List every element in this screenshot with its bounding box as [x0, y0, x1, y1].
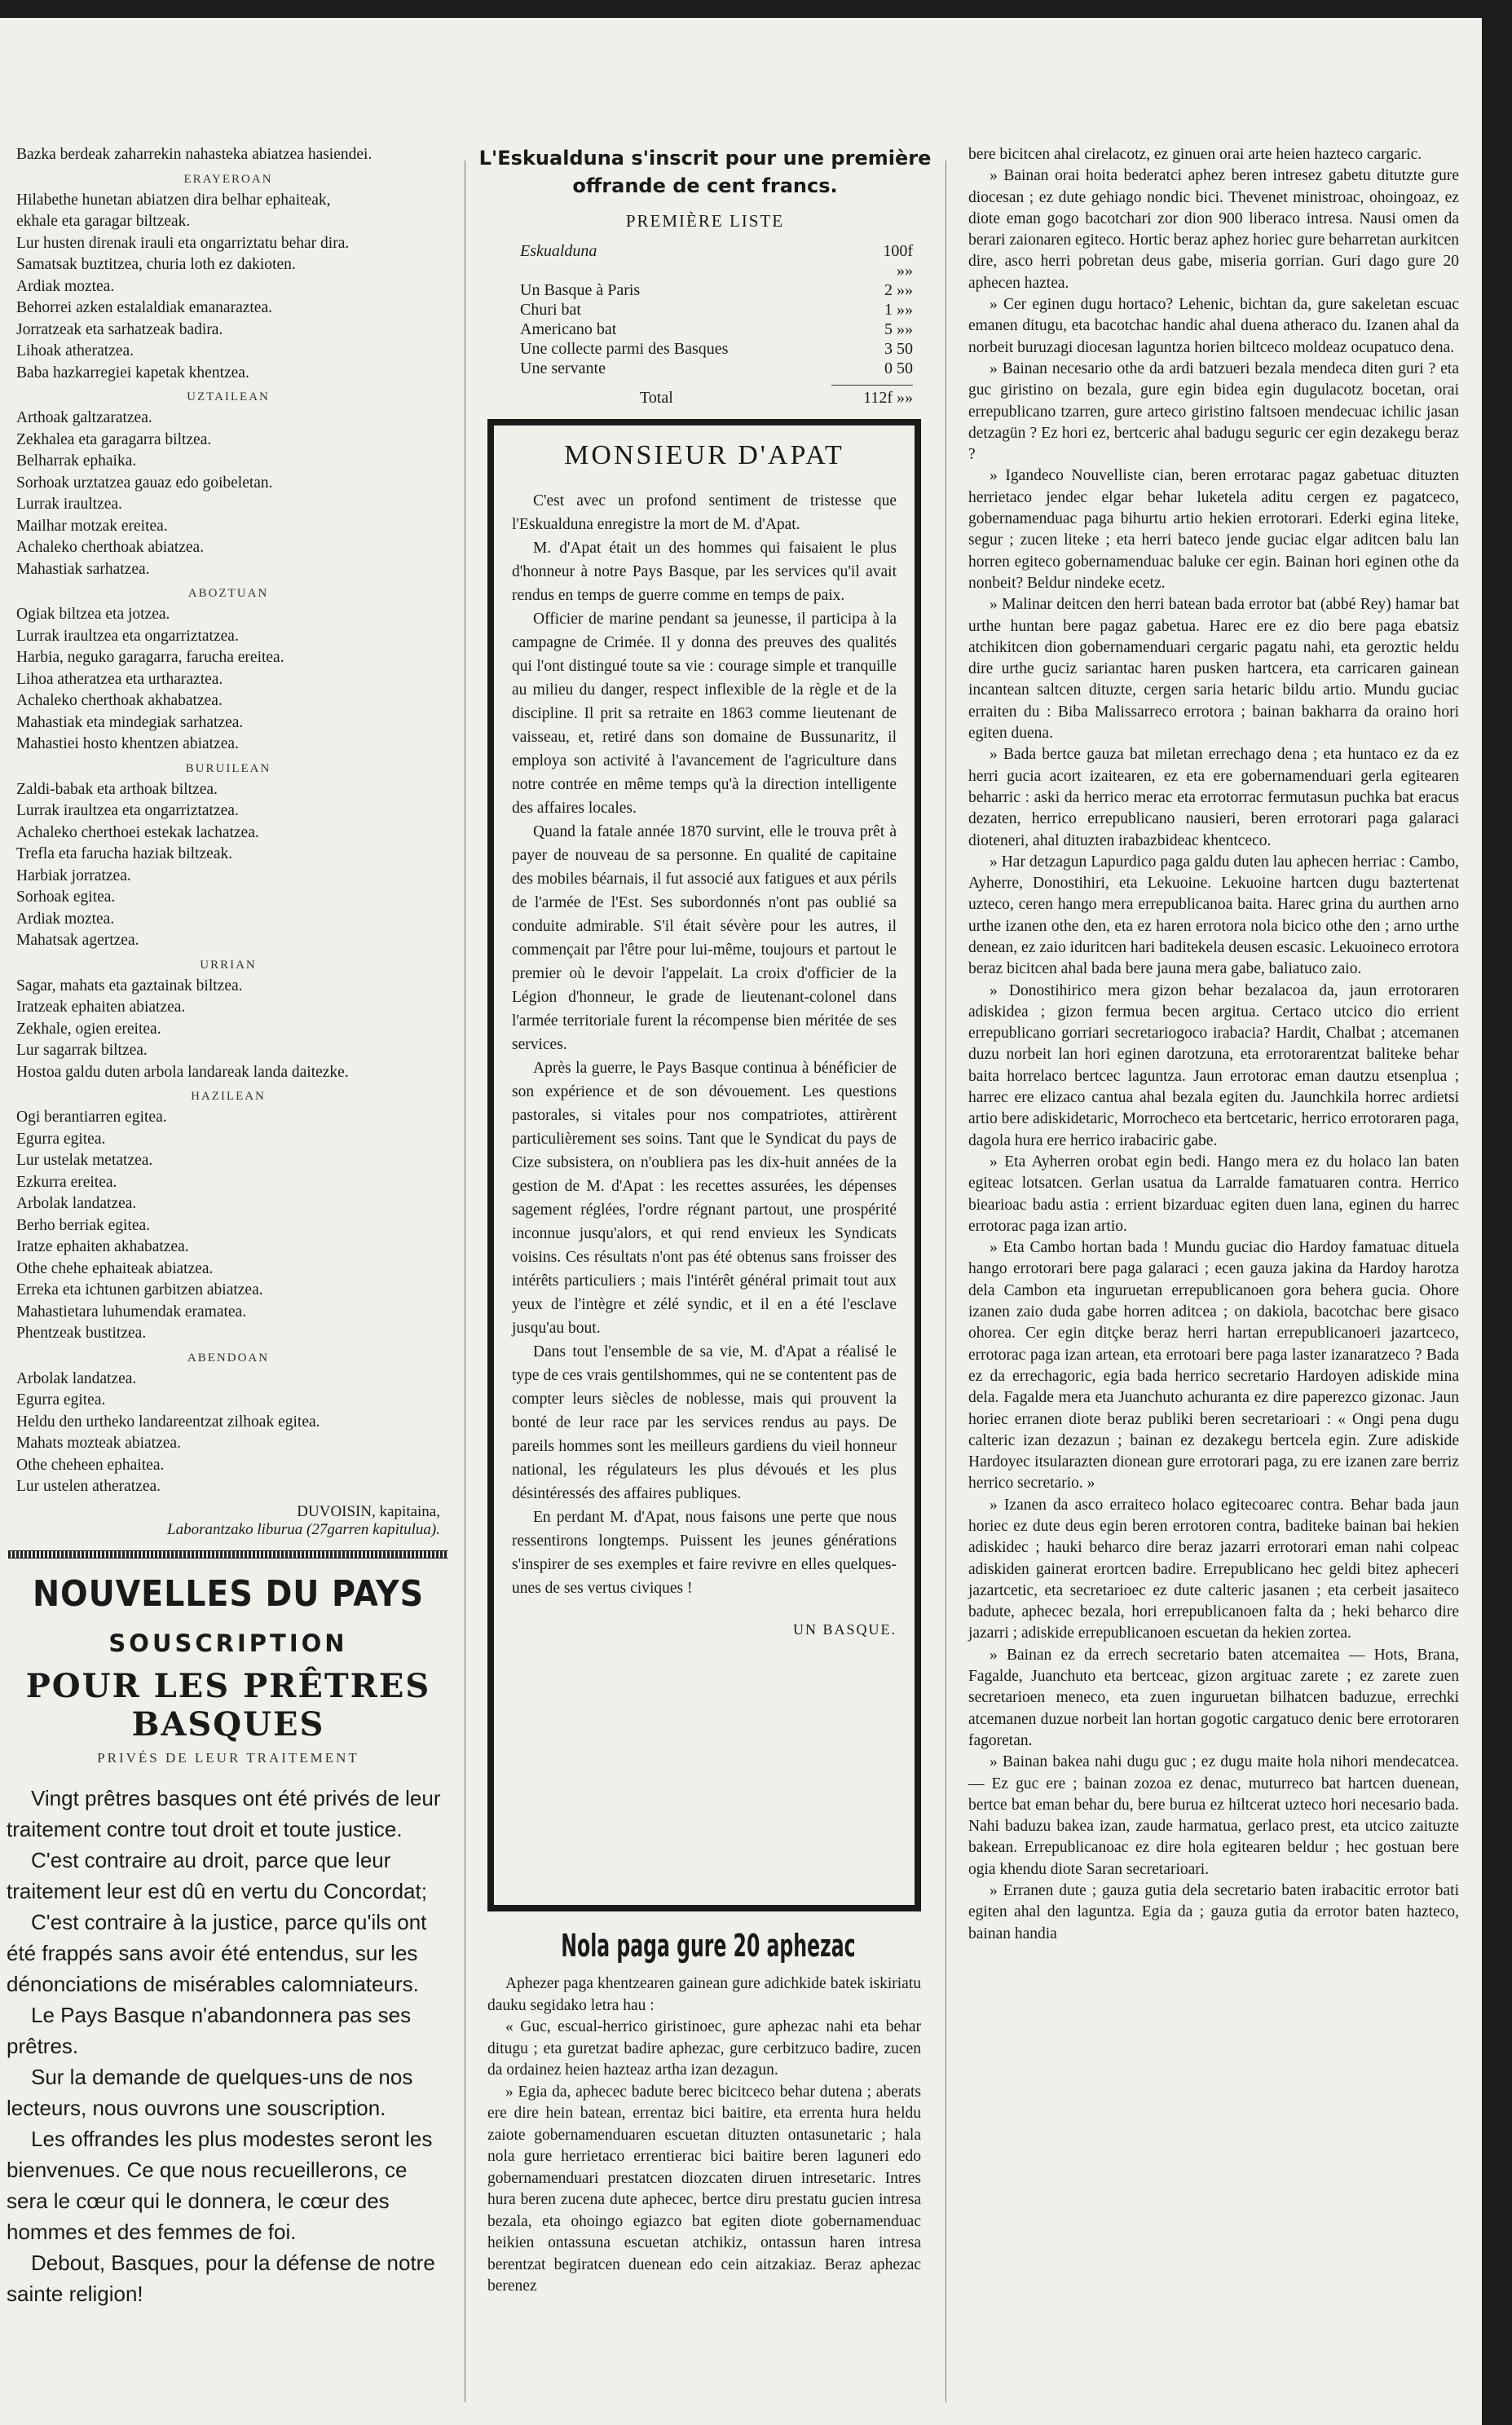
calendar-item: Baba hazkarregiei kapetak khentzea. [16, 364, 249, 381]
separator [8, 1550, 448, 1559]
article-paragraph: » Izanen da asco erraiteco holaco egitecoarec contra. Behar bada jaun horiec ez dute deus egin beren errotoren contra, baditeke bainan bai hekien adiskidec ; hauki beharco dire beraz jazarri errotorari eman nahi colpeac adiskiden gainerat erortcen badire. Errepublicano hec geldi bitez apheceri jazartcetic, eta secretarioec ez dute calteric jasanen ; eta cerbeit jasaiteco badute, aphecec bezala, hori errepublicanoen falta da ; heki beharco dire jazarri ; adiskide errepublicanoen escuetan da hekien zortea. [968, 1496, 1459, 1642]
total-amount: 112f »» [863, 389, 913, 407]
calendar-item: Jorratzeak eta sarhatzeak badira. [16, 320, 223, 338]
calendar-item: Trefla eta farucha haziak biltzeak. [16, 845, 233, 862]
subscription-appeal [0, 1783, 456, 2309]
article-title: Nola paga gure 20 aphezac [561, 1928, 856, 1964]
calendar-item: Arbolak landatzea. [16, 1195, 137, 1212]
signature: DUVOISIN, kapitaina, [297, 1502, 440, 1520]
obituary-paragraph: Dans tout l'ensemble de sa vie, M. d'Apat a réalisé le type de ces vrais gentilshommes, qui ne se contentent pas de compter leurs siècles de noblesse, mais qui prouvent la bonté de leur race par les services rendus au pays. De pareils hommes sont les meilleurs gardiens du vieil honneur national, les régulateurs les plus dévoués et les plus désintéressés des affaires publiques. [512, 1343, 897, 1502]
calendar-item: Arbolak landatzea. [16, 1369, 137, 1387]
calendar-item: Sorhoak urztatzea gauaz edo goibeletan. [16, 474, 273, 492]
calendar-item: Zekhale, ogien ereitea. [16, 1020, 161, 1038]
calendar-item: Belharrak ephaika. [16, 452, 137, 470]
total-rule [831, 385, 913, 386]
appeal-paragraph: Debout, Basques, pour la défense de notre sainte religion! [7, 2250, 435, 2306]
calendar-item: Achaleko cherthoei estekak lachatzea. [16, 823, 259, 841]
calendar-item: Zekhalea eta garagarra biltzea. [16, 430, 212, 448]
article-paragraph: bere bicitcen ahal cirelacotz, ez ginuen orai arte heien hazteco cargaric. [968, 146, 1422, 163]
list-item [473, 241, 937, 280]
column-1 [0, 144, 456, 2309]
calendar-intro: Bazka berdeak zaharrekin nahasteka abiatzea hasiendei. [16, 146, 372, 163]
appeal-paragraph: Sur la demande de quelques-uns de nos lecteurs, nous ouvrons une souscription. [7, 2064, 413, 2120]
article-paragraph: » Eta Cambo hortan bada ! Mundu guciac dio Hardoy famatuac dituela hango errotorari bere paga galaraci ; ecen gauza jakina da Hardoy harotza dela Cambon eta inguruetan errepublicanoen gora behera gucia. Ohore izanen zaio duda gabe horren aditcea ; on dakiola, bacotchac bere gisaco ohorea. Cer egin ditçke beraz herri hartan errepublicanoeri jazartceco, errotorac paga izan artean, eta errotoari bere paga laster izanaratzeco ? Bada ez da errechagoric, egia bada herrico secretario Hardoyen adiskide mina dela. Fagalde mera eta Juanchuto achuranta ez dire paperezco gizonac. Jaun horiec erranen diote beraz publiki beren secretarioari : « Ongi pena dugu calteric izan dezazun ; bainan ez dezakegu bertcela egin. Zure adiskide Hardoyec itsularazten dionean gure errotorari paga, zu ere izanen zare berriz herrico secretario. » [968, 1239, 1459, 1492]
calendar-item: Othe chehe ephaiteak abiatzea. [16, 1259, 214, 1277]
subscriber-amount: 2 »» [884, 281, 913, 299]
calendar-item: Ardiak moztea. [16, 910, 115, 928]
list-item [473, 339, 937, 359]
subscriber-name: Une servante [520, 359, 606, 377]
subscriber-amount: 5 »» [884, 320, 913, 338]
calendar-item: Lurrak iraultzea eta ongarriztatzea. [16, 627, 239, 645]
calendar-item: Iratze ephaiten akhabatzea. [16, 1238, 189, 1255]
obituary-paragraph: M. d'Apat était un des hommes qui faisaient le plus d'honneur à notre Pays Basque, par les services qu'il avait rendus en temps de guerre comme en temps de paix. [512, 540, 897, 604]
farming-calendar [0, 173, 456, 1498]
calendar-item: Arthoak galtzaratzea. [16, 409, 152, 426]
section-title: NOUVELLES DU PAYS [32, 1572, 425, 1615]
subscriber-amount: 1 »» [884, 301, 913, 319]
article-paragraph: » Malinar deitcen den herri batean bada errotor bat (abbé Rey) hamar bat urthe huntan bere pagaz gabetua. Harec ere ez dio bere paga ebatsiz atchikitcen dion gobernamenduari cergaric pagatu nahi, eta geroztic heldu dire urthe guciz sariantac haren pusken hartcera, eta carricaren gainean incantean saltcen dituzte, cergen saria hetaric bildu artio. Mundu guciac erraiten du : Biba Malissarreco errotora ; bainan bakharra da oraino hori egiten duena. [968, 596, 1459, 743]
obituary-text [512, 489, 897, 1600]
appeal-paragraph: C'est contraire à la justice, parce qu'ils ont été frappés sans avoir été entendus, sur les dénonciations de misérables calomniateurs. [7, 1909, 427, 1996]
subscription-heading: SOUSCRIPTION [108, 1629, 348, 1657]
total-label: Total [640, 389, 673, 407]
calendar-item: Lur sagarrak biltzea. [16, 1042, 148, 1059]
calendar-item: Lihoa atheratzea eta urtharaztea. [16, 670, 223, 688]
subscriber-amount: 100f »» [883, 242, 913, 280]
month-heading: ABOZTUAN [187, 587, 269, 600]
calendar-item: Egurra egitea. [16, 1130, 106, 1148]
appeal-paragraph: Vingt prêtres basques ont été privés de leur traitement contre tout droit et toute justice. [7, 1785, 441, 1841]
calendar-item: Othe cheheen ephaitea. [16, 1456, 165, 1474]
calendar-item: Achaleko cherthoak abiatzea. [16, 539, 205, 556]
list-item [473, 320, 937, 339]
article-paragraph: » Bainan necesario othe da ardi batzueri bezala mendeca diten guri ? eta guc giristino on bezala, gure egin bidea egin dugulacotz bocetan, orai errepublicano tzarren, gure arteco giristino faltsoen mendecuac ichilic jasan detzagün ? Ez hori ez, bertceric ahal badugu seguric cer egin dezakegu beraz ? [968, 359, 1459, 464]
calendar-item: Hostoa galdu duten arbola landareak landa daitezke. [16, 1063, 349, 1081]
calendar-item: Harbiak jorratzea. [16, 866, 131, 884]
calendar-item: ekhale eta garagar biltzeak. [16, 213, 191, 230]
calendar-item: Mahastiak sarhatzea. [16, 560, 150, 578]
obituary-paragraph: C'est avec un profond sentiment de tristesse que l'Eskualduna enregistre la mort de M. d'Apat. [512, 492, 897, 533]
calendar-item: Berho berriak egitea. [16, 1216, 151, 1234]
subscriber-name: Une collecte parmi des Basques [520, 340, 729, 358]
list-heading: PREMIÈRE LISTE [625, 211, 785, 231]
newspaper-page [0, 18, 1482, 2425]
obituary-signature: UN BASQUE. [792, 1621, 897, 1638]
article-paragraph: » Eta Ayherren orobat egin bedi. Hango mera ez du holaco lan baten egiteac lotsatcen. Gerlan usatua da Larralde famatuaren contra. Herrico biearioac badu astia : errient bizarduac egiten duen lana, eginen du harrec errotorac paga izan artio. [968, 1153, 1459, 1235]
article-paragraph: » Erranen dute ; gauza gutia dela secretario baten irabacitic errotor bati egiten ahal den laguntza. Egia da ; gauza gutia da errotor baten hazteco, bainan handia [968, 1882, 1459, 1942]
subscriber-name: Un Basque à Paris [520, 281, 641, 299]
calendar-item: Sorhoak egitea. [16, 888, 116, 906]
obituary-title: MONSIEUR D'APAT [564, 440, 844, 470]
calendar-item: Harbia, neguko garagarra, farucha ereitea. [16, 649, 284, 666]
subscriber-name: Americano bat [520, 320, 617, 338]
month-heading: UZTAILEAN [187, 390, 270, 403]
subscriber-list [473, 241, 937, 378]
calendar-item: Hilabethe hunetan abiatzen dira belhar ephaiteak, [16, 191, 331, 209]
calendar-item: Zaldi-babak eta arthoak biltzea. [16, 780, 218, 798]
article-paragraph: » Bainan orai hoita bederatci aphez beren intresez gabetu ditutzte gure diocesan ; ez dute gehiago nondic bici. Thevenet ministroac, ohoingoaz, ez diote eman gogo bacotchari zor dion 900 liberaco intresa. Nausi omen da berari zaionaren egiteco. Hortic beraz aphez horiec gure beharretan aurkitcen dire, asco herri pobretan deus gabe, miseria gorrian. Guri dago gure 20 aphecen haztea. [968, 167, 1459, 292]
list-item [473, 280, 937, 300]
article-paragraph: « Guc, escual-herrico giristinoec, gure aphezac nahi eta behar ditugu ; eta guretzat badire aphezac, gure cerbitzuco badire, zucen da ordainez heien hazteaz artha izan dezagun. [487, 2018, 921, 2079]
article-paragraph: » Bainan ez da errech secretario baten atcemaitea — Hots, Brana, Fagalde, Juanchuto eta bertceac, gizon argituac zarete ; ez zarete zuen secretarioen meneco, eta zuen inguruetan bilhatcen baduzue, errechki atcemanen duzue norbeit lan hortan gogotic cargatuco denic bere errotoraren fagoretan. [968, 1646, 1459, 1749]
calendar-item: Mahats mozteak abiatzea. [16, 1435, 181, 1452]
calendar-item: Ezkurra ereitea. [16, 1173, 117, 1191]
list-item [473, 359, 937, 378]
calendar-item: Mahastietara luhumendak eramatea. [16, 1303, 247, 1321]
calendar-item: Lur husten direnak irauli eta ongarriztatu behar dira. [16, 234, 350, 252]
article-paragraph: » Cer eginen dugu hortaco? Lehenic, bichtan da, gure sakeletan escuac emanen ditugu, eta bacotchac handic ahal duena atheraco du. Izanen ahal da norbeit buruzagi diocesan laguntza horien biltceco moldeaz ocupatuco dena. [968, 296, 1459, 356]
calendar-item: Achaleko cherthoak akhabatzea. [16, 692, 223, 709]
appeal-paragraph: C'est contraire au droit, parce que leur traitement leur est dû en vertu du Concordat; [7, 1847, 427, 1903]
calendar-item: Lurrak iraultzea eta ongarriztatzea. [16, 802, 239, 819]
article-text [473, 1973, 937, 2298]
article-paragraph: » Egia da, aphecec badute berec bicitceco behar dutena ; aberats ere dire hein batean, errentaz bici baitire, eta errenta hura heldu zaiote gobernamenduaren escuetan dituzten ontasunetaric ; hala nola gure herrietaco errentierac bici baitire beren laguneri edo gobernamenduari prestatcen diozcaten diruen intresetaric. Intres hura beren zucena dute aphecec, bertce diru prestatu gucien intresa bezala, eta ohoingo egiazco bat egiten diote gobernamenduac heikien ontassuna escuetan atchikiz, ontassun haren intresa berentzat begiratcen duenean edo cein aitzakiaz. Beraz aphezac berenez [487, 2083, 921, 2295]
calendar-item: Samatsak buztitzea, churia loth ez dakioten. [16, 256, 296, 273]
calendar-item: Lurrak iraultzea. [16, 496, 122, 513]
article-paragraph: » Donostihirico mera gizon behar bezalacoa da, jaun errotoraren adiskidea ; gizon fermua becen argitua. Certaco utcico dio errient errepublicano gorriari secretariogoco irabacia? Hardit, Chalbat ; atcemanen duzu norbeit lan hori eginen darotzuna, eta errotorarentzat baliteke behar baita horrelaco bertcec laguntza. Jaun errotorac eman dautzu etsenplua ; harrec ere elizaco cantua ahal bezala egiten du. Jaunchkila horrec ardietsi artio bere adiskidetaric, Morrocheco eta bertcetaric, herrico errotoraren paga, dagola hura ere herrico irabaciric gabe. [968, 981, 1459, 1149]
calendar-item: Mahastiei hosto khentzen abiatzea. [16, 735, 239, 752]
subscriber-amount: 0 50 [884, 359, 913, 377]
obituary-box [487, 419, 921, 1911]
month-heading: ERAYEROAN [183, 172, 273, 186]
calendar-item: Behorrei azken estalaldiak emanaraztea. [16, 299, 272, 316]
calendar-item: Lihoak atheratzea. [16, 342, 134, 359]
offering-title: L'Eskualduna s'inscrit pour une première offrande de cent francs. [478, 147, 932, 197]
calendar-item: Egurra egitea. [16, 1391, 106, 1409]
article-paragraph: Aphezer paga khentzearen gainean gure adichkide batek iskiriatu dauku segidako letra hau : [487, 1975, 921, 2014]
obituary-paragraph: Officier de marine pendant sa jeunesse, il participa à la campagne de Crimée. Il y donna des preuves des qualités qui l'ont distingué toute sa vie : courage simple et tranquille au milieu du danger, respect inflexible de la règle et de la discipline. Il prit sa retraite en 1863 comme lieutenant de vaisseau, et, retiré dans son domaine de Bussunaritz, il employa son activité à l'avancement de l'agriculture dans notre contrée en même temps qu'à la direction intelligente des affaires locales. [512, 611, 897, 817]
total-row [473, 389, 937, 408]
month-heading: ABENDOAN [187, 1351, 270, 1365]
calendar-item: Ogi berantiarren egitea. [16, 1109, 167, 1126]
obituary-paragraph: Quand la fatale année 1870 survint, elle le trouva prêt à payer de nouveau de sa personne. En qualité de capitaine des mobiles béarnais, il fut associé aux fatigues et aux périls de l'armée de l'Est. Ses subordonnés n'ont pas oublié sa conduite admirable. S'il était sévère pour les autres, il commençait par l'être pour lui-même, toujours et partout le premier où le devoir l'appelait. La croix d'officier de la Légion d'honneur, le grade de lieutenant-colonel dans l'armée territoriale furent la récompense bien méritée de ses services. [512, 823, 897, 1053]
calendar-item: Mahatsak agertzea. [16, 932, 139, 949]
calendar-item: Lur ustelen atheratzea. [16, 1478, 161, 1495]
calendar-item: Ogiak biltzea eta jotzea. [16, 606, 170, 623]
appeal-paragraph: Les offrandes les plus modestes seront les bienvenues. Ce que nous recueillerons, ce sera le cœur qui le donnera, le cœur des hommes et des femmes de foi. [7, 2126, 433, 2244]
list-item [473, 300, 937, 320]
subscriber-name: Eskualduna [520, 242, 597, 260]
month-heading: HAZILEAN [191, 1090, 266, 1103]
article-continuation [962, 144, 1459, 1945]
obituary-paragraph: Après la guerre, le Pays Basque continua à bénéficier de son expérience et de son dévouement. Les questions pastorales, si vitales pour nos compatriotes, attirèrent particulièrement ses soins. Tant que le Syndicat du pays de Cize subsistera, on n'oubliera pas les dix-huit années de la gestion de M. d'Apat : les recettes assurées, les dépenses sagement réglées, l'ordre régnant partout, une prospérité inconnue jusqu'alors, et qui rend envieux les Syndicats voisins. Ces résultats n'ont pas été obtenus sans froisser des intérêts particuliers ; mais l'intérêt général primait tout aux yeux de l'intègre et zélé syndic, et il en a été l'esclave jusqu'au bout. [512, 1060, 897, 1337]
calendar-item: Iratzeak ephaiten abiatzea. [16, 999, 186, 1016]
source-note: Laborantzako liburua (27garren kapitulua). [167, 1520, 440, 1538]
column-2 [473, 144, 937, 2298]
calendar-item: Erreka eta ichtunen garbitzen abiatzea. [16, 1281, 263, 1298]
calendar-item: Mahastiak eta mindegiak sarhatzea. [16, 713, 244, 731]
subscriber-name: Churi bat [520, 301, 581, 319]
article-paragraph: » Bada bertce gauza bat miletan errechago dena ; eta huntaco ez da ez herri gucia acort izaitearen, ez eta ere gobernamenduari gerla egitearen beharric : aski da herrico merac eta errotorrac fermutasun puchka bat eracus dezaten, herrico errepublicano nausieri, beren errotorari paga galaraci dioteneri, ahal dituzten irabazbideac khentceco. [968, 746, 1459, 849]
calendar-item: Sagar, mahats eta gaztainak biltzea. [16, 977, 243, 994]
obituary-paragraph: En perdant M. d'Apat, nous faisons une perte que nous ressentirons longtemps. Puissent les jeunes générations s'inspirer de ses exemples et faire revivre en elles quelques-unes de ses vertus civiques ! [512, 1509, 897, 1597]
calendar-item: Phentzeak bustitzea. [16, 1325, 147, 1342]
priests-subheading: PRIVÉS DE LEUR TRAITEMENT [97, 1749, 359, 1766]
column-3 [962, 144, 1459, 1945]
subscriber-amount: 3 50 [884, 340, 913, 358]
article-paragraph: » Har detzagun Lapurdico paga galdu duten lau aphecen herriac : Cambo, Ayherre, Donostihiri, eta Lekuoine. Lekuoine hartcen dugu baztertenat uzteco, ceren hango mera errepublicanoa baita. Harec grina du aurthen arno urthe izanen othe den, eta ez haren errotora nola bicico othe den ; arno urthe denean, ez zaio iduritcen hari baditekela deusen escasic. Lekuoineco errotora beraz bicitcen ahal bada bere jauna mera gabe, baliatuco zaio. [968, 853, 1459, 978]
calendar-item: Mailhar motzak ereitea. [16, 517, 168, 535]
priests-heading: POUR LES PRÊTRES BASQUES [25, 1666, 431, 1744]
calendar-item: Ardiak moztea. [16, 277, 115, 295]
calendar-item: Lur ustelak metatzea. [16, 1152, 153, 1169]
month-heading: BURUILEAN [185, 761, 271, 775]
month-heading: URRIAN [200, 958, 257, 972]
calendar-item: Heldu den urtheko landareentzat zilhoak egitea. [16, 1413, 320, 1431]
article-paragraph: » Igandeco Nouvelliste cian, beren errotarac pagaz gabetuac dituzten herrietaco jendec elgar behar luketela aditu cergen ez pagatceco, gobernamenduac paga bihurtu artio hekien errotorari. Ederki egina liteke, segur ; zucen liteke ; eta herri bateco jende guciac elgar aditcen balu lan horren egiteco gobernamenduac baluke cer egin. Bainan hori eginen othe da nonbeit? Beldur nindeke ecetz. [968, 467, 1459, 592]
article-paragraph: » Bainan bakea nahi dugu guc ; ez dugu maite hola nihori mendecatcea. — Ez guc ere ; bainan zozoa ez denac, muturreco bat hartcen duenean, bertce bat eman behar du, bere burua ez hiltcerat uzteco hori necesario bada. Nahi baduzu bakea izan, zaude harmatua, gerlaco prest, eta utcico zaituzte bakean. Errepublicanoac ez dire hola egitearen beldur ; hec gostuan bere ogia khendu diote Saran secretarioari. [968, 1753, 1459, 1878]
appeal-paragraph: Le Pays Basque n'abandonnera pas ses prêtres. [7, 2002, 412, 2058]
